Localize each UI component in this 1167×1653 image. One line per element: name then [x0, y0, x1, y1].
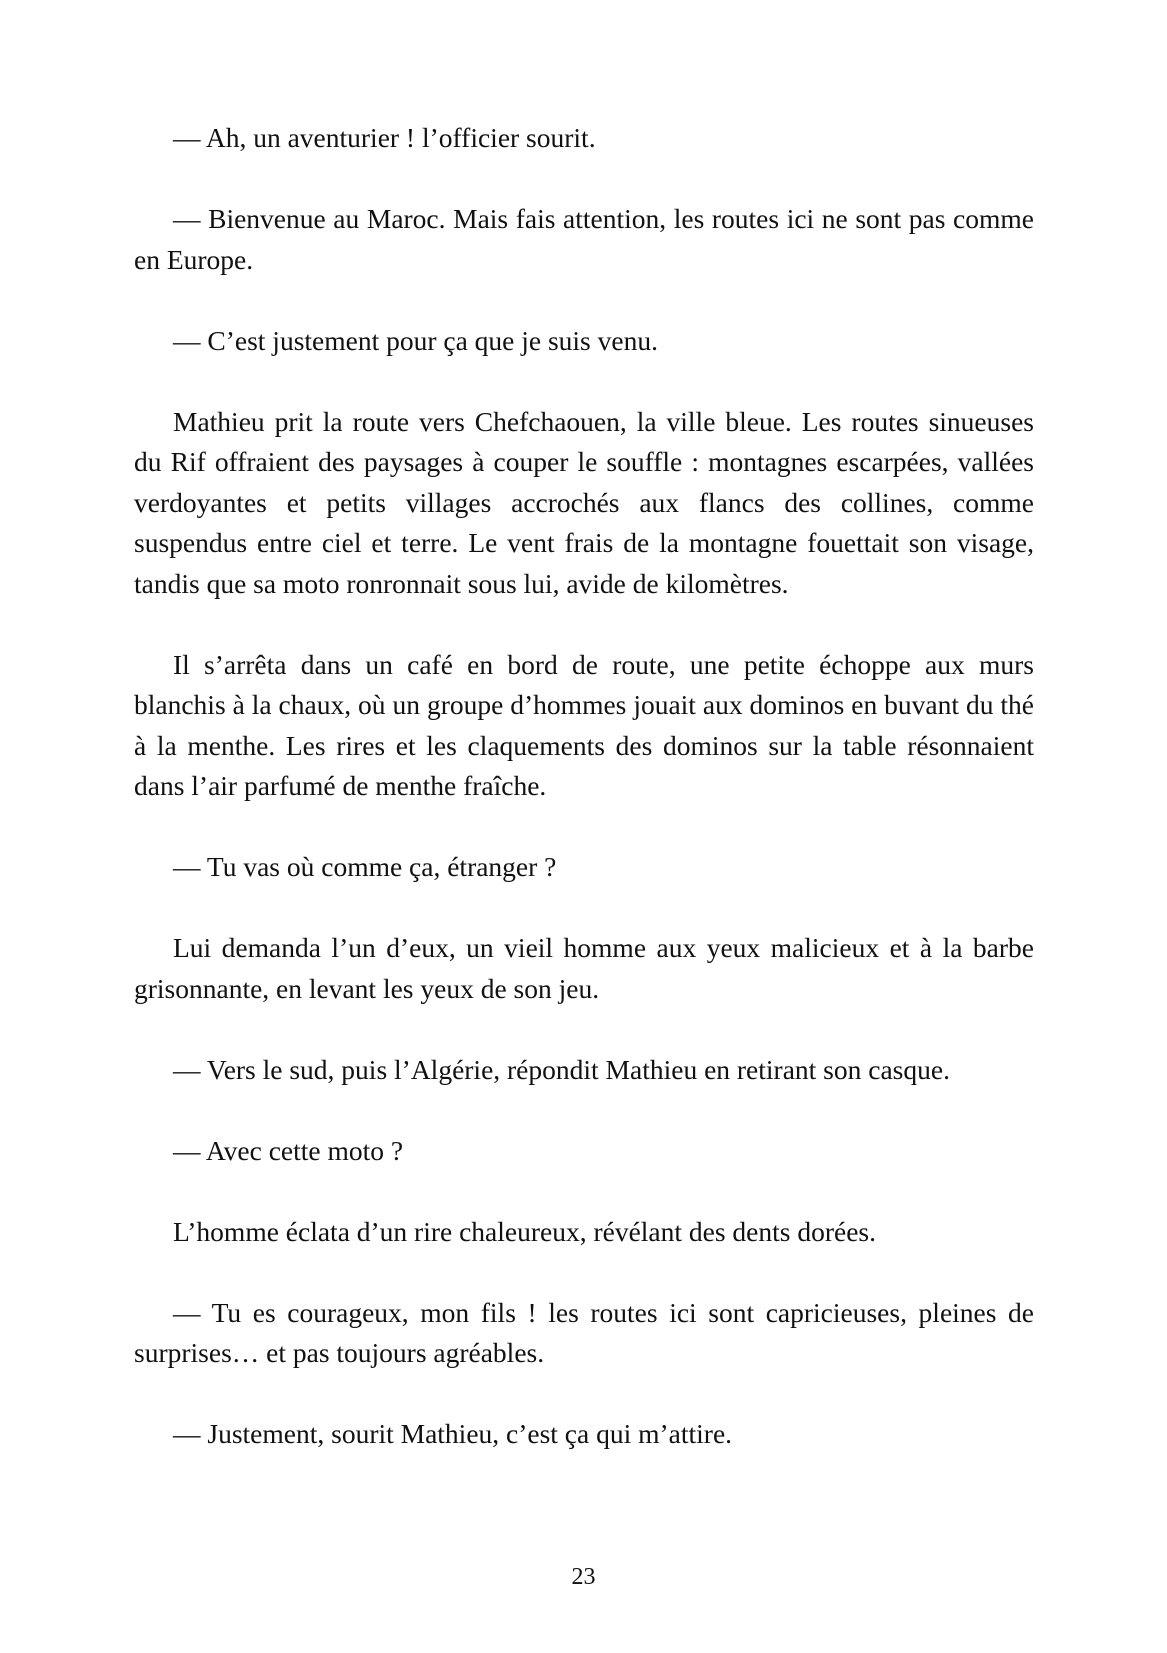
dialogue-attracts-me: — Justement, sourit Mathieu, c’est ça qui m’attire. — [173, 1418, 733, 1449]
paragraph-roadside-cafe: Il s’arrêta dans un café en bord de route, une petite échoppe aux murs blanchis à la chaux, où un groupe d’hommes jouait aux dominos en buvant du thé à la menthe. Les rires et les claquements des dominos sur la table résonnaient dans l’air parfumé de menthe fraîche. — [134, 648, 1034, 801]
dialogue-why-came: — C’est justement pour ça que je suis venu. — [173, 324, 658, 356]
dialogue-welcome-morocco: — Bienvenue au Maroc. Mais fais attention, les routes ici ne sont pas comme en Europe. — [134, 203, 1034, 275]
page-number: 23 — [571, 1564, 596, 1590]
dialogue-officer-smiles: — Ah, un aventurier ! l’officier sourit. — [173, 122, 596, 153]
dialogue-where-going: — Tu vas où comme ça, étranger ? — [173, 851, 557, 882]
paragraph-old-man-asks: Lui demanda l’un d’eux, un vieil homme aux yeux malicieux et à la barbe grisonnante, en levant les yeux de son jeu. — [134, 932, 1034, 1004]
dialogue-courageous: — Tu es courageux, mon fils ! les routes ici sont capricieuses, pleines de surprises… et pas toujours agréables. — [134, 1296, 1034, 1368]
paragraph-man-laughs: L’homme éclata d’un rire chaleureux, révélant des dents dorées. — [173, 1215, 876, 1247]
paragraph-route-chefchaouen: Mathieu prit la route vers Chefchaouen, la ville bleue. Les routes sinueuses du Rif offraient des paysages à couper le souffle : montagnes escarpées, vallées verdoyantes et petits villages accrochés aux flancs des collines, comme suspendus entre ciel et terre. Le vent frais de la montagne fouettait son visage, tandis que sa moto ronronnait sous lui, avide de kilomètres. — [134, 405, 1034, 599]
dialogue-this-bike: — Avec cette moto ? — [173, 1134, 404, 1166]
page-body — [134, 118, 1034, 1455]
dialogue-south-algeria: — Vers le sud, puis l’Algérie, répondit Mathieu en retirant son casque. — [173, 1053, 950, 1085]
